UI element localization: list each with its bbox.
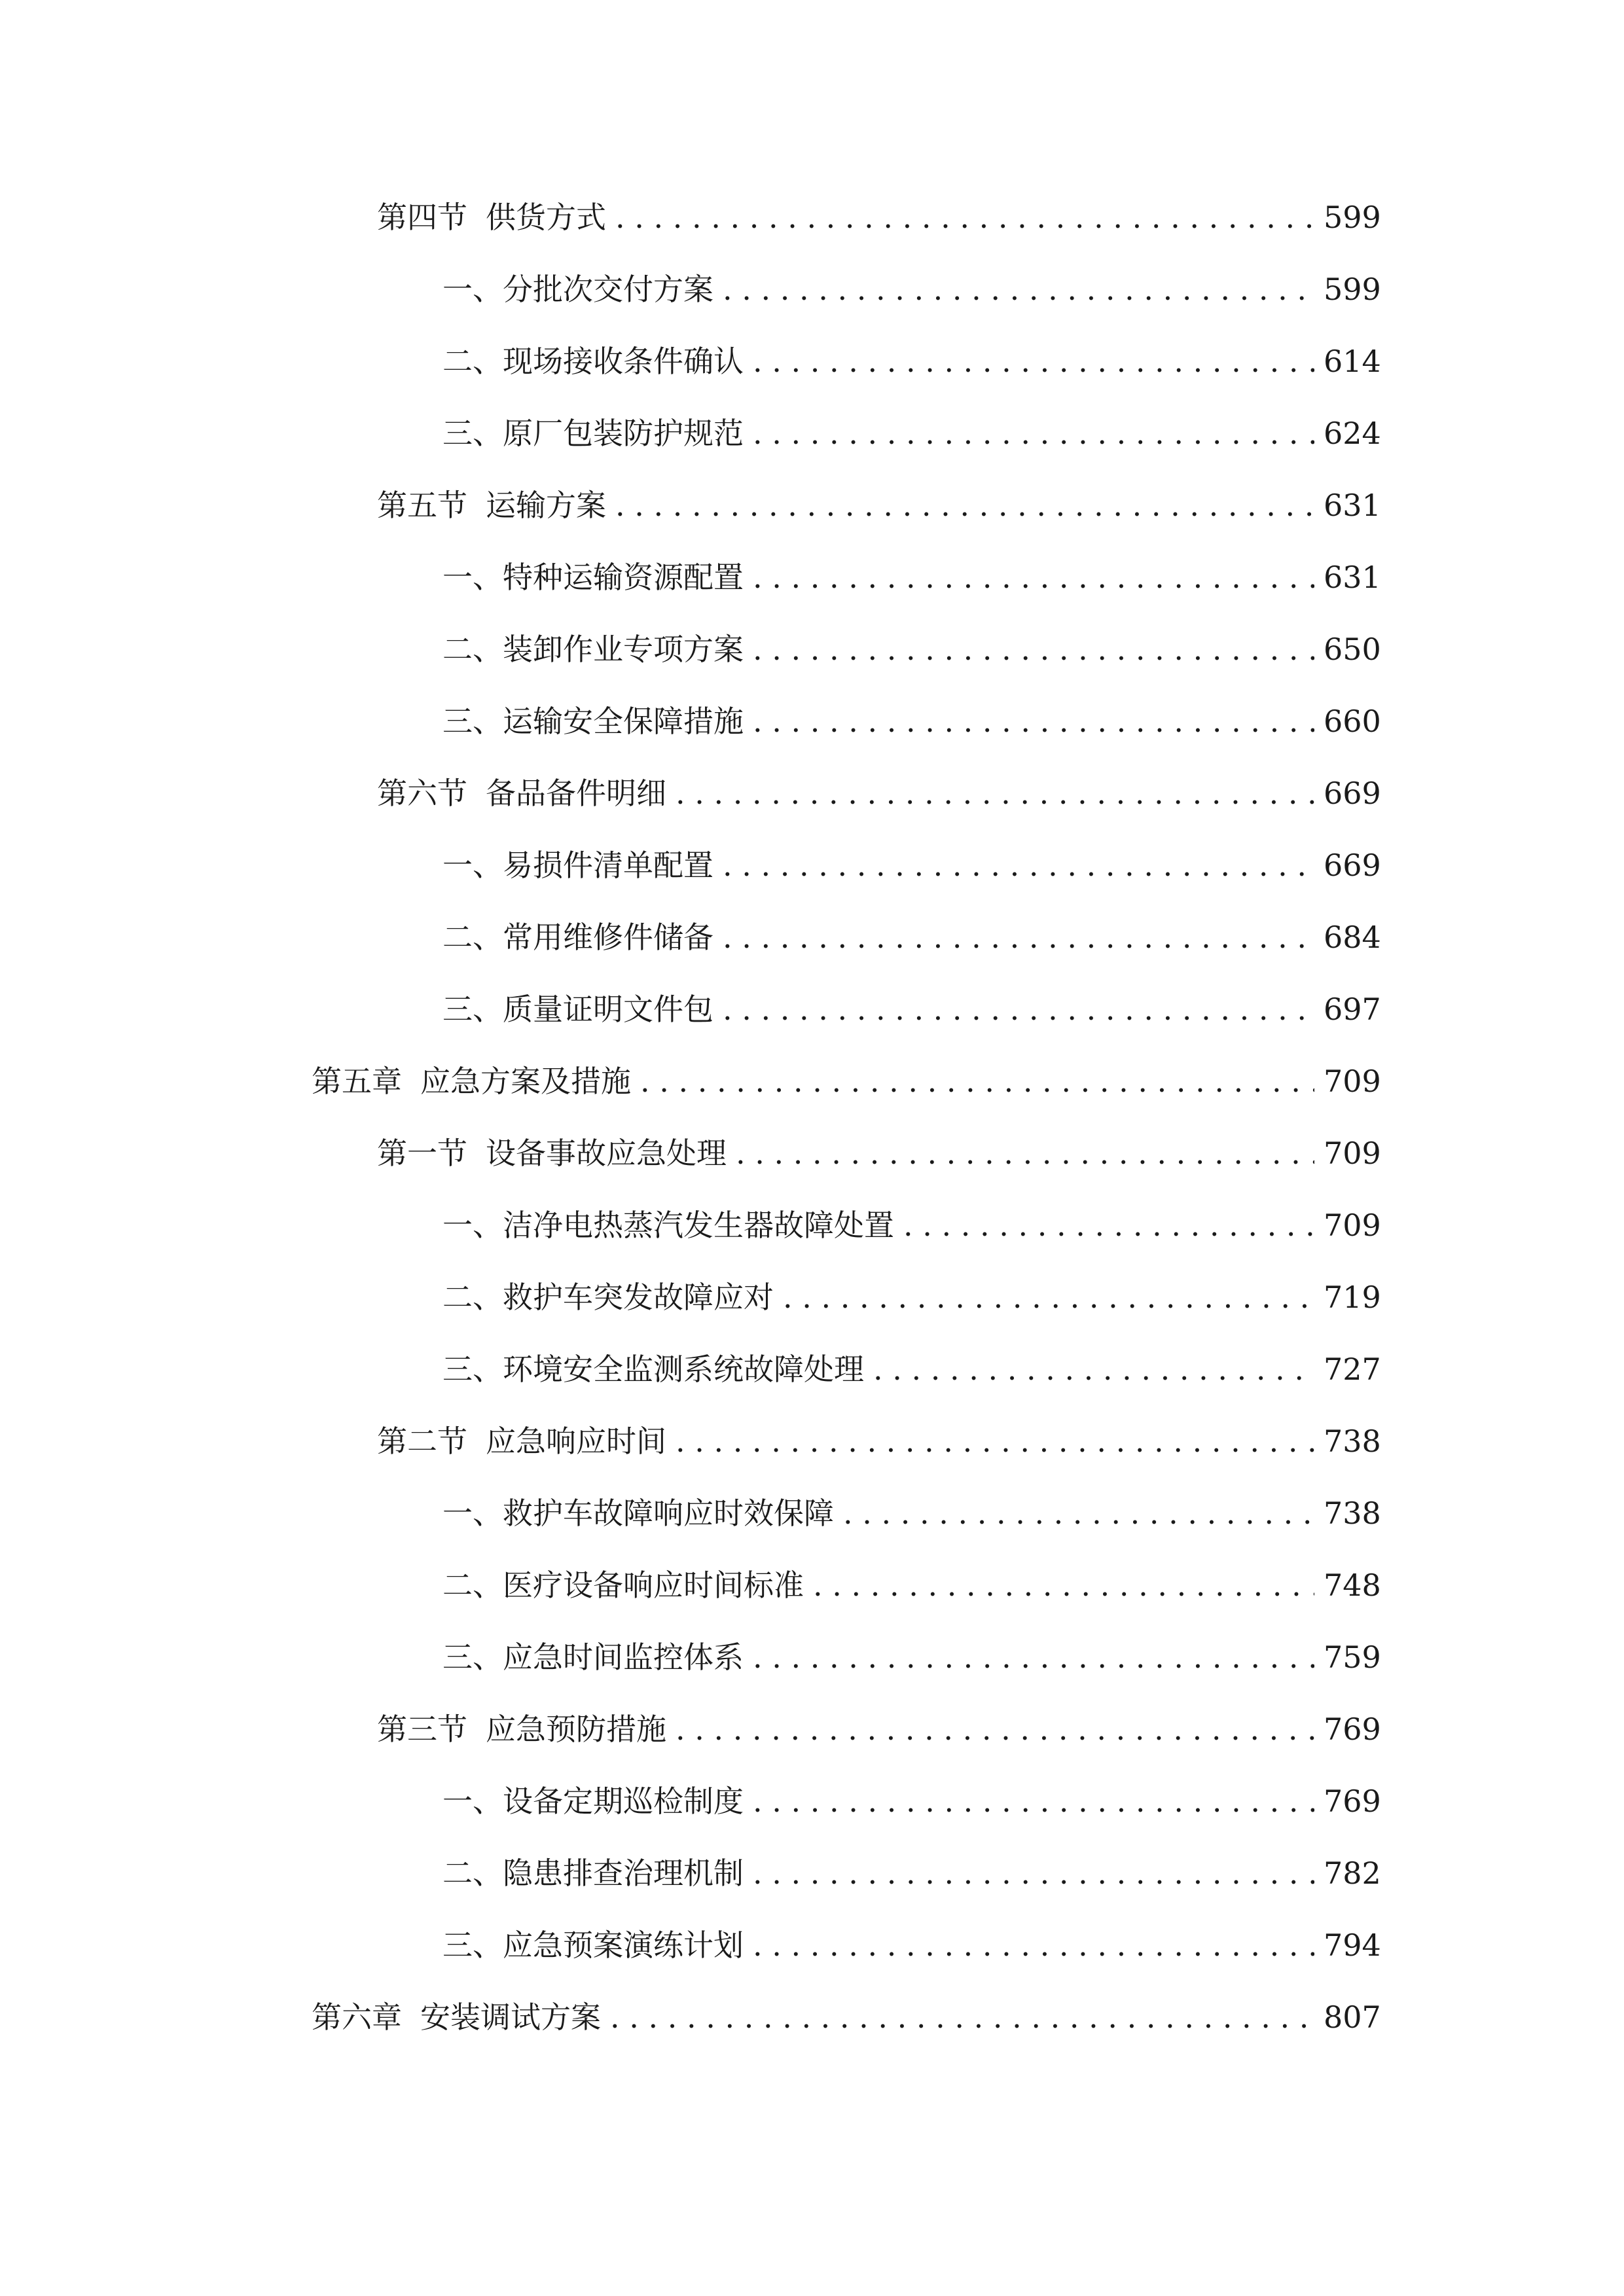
toc-entry[interactable] — [377, 767, 1379, 819]
page-number: 807 — [1324, 2000, 1381, 2035]
dot-leader — [873, 1343, 1314, 1395]
dot-leader — [753, 1919, 1314, 1971]
entry-number: 第二节 — [377, 1424, 467, 1459]
entry-number: 第五章 — [312, 1064, 402, 1099]
dot-leader — [640, 1055, 1314, 1107]
dot-leader — [723, 263, 1314, 315]
entry-title: 应急预防措施 — [486, 1712, 666, 1747]
entry-title: 应急响应时间 — [486, 1424, 666, 1459]
page-number: 631 — [1324, 560, 1381, 595]
entry-number: 三、 — [442, 1928, 503, 1963]
entry-title: 备品备件明细 — [486, 776, 666, 811]
page-number: 599 — [1324, 272, 1381, 307]
page-number: 709 — [1324, 1064, 1381, 1099]
entry-title: 常用维修件储备 — [503, 920, 713, 955]
page-number: 631 — [1324, 488, 1381, 523]
entry-title: 环境安全监测系统故障处理 — [503, 1352, 864, 1387]
entry-number: 第六章 — [312, 2000, 402, 2035]
entry-title: 设备事故应急处理 — [486, 1136, 727, 1171]
page-number: 650 — [1324, 632, 1381, 667]
entry-number: 三、 — [442, 1640, 503, 1675]
entry-number: 二、 — [442, 1568, 503, 1603]
toc-entry[interactable] — [442, 1919, 1379, 1971]
entry-title: 运输安全保障措施 — [503, 704, 744, 739]
entry-title: 质量证明文件包 — [503, 992, 713, 1027]
entry-number: 一、 — [442, 272, 503, 307]
dot-leader — [723, 911, 1314, 963]
toc-entry[interactable] — [442, 551, 1379, 603]
dot-leader — [676, 1703, 1314, 1755]
dot-leader — [676, 767, 1314, 819]
page-number: 624 — [1324, 416, 1381, 451]
entry-number: 一、 — [442, 1208, 503, 1243]
page-number: 669 — [1324, 776, 1381, 811]
entry-number: 一、 — [442, 560, 503, 595]
entry-title: 运输方案 — [486, 488, 606, 523]
toc-entry[interactable] — [442, 1559, 1379, 1611]
toc-entry[interactable] — [377, 1703, 1379, 1755]
entry-number: 二、 — [442, 632, 503, 667]
dot-leader — [615, 191, 1314, 243]
dot-leader — [753, 551, 1314, 603]
toc-entry[interactable] — [442, 1343, 1379, 1395]
entry-title: 洁净电热蒸汽发生器故障处置 — [503, 1208, 894, 1243]
toc-entry[interactable] — [442, 623, 1379, 675]
dot-leader — [610, 1991, 1314, 2043]
toc-entry[interactable] — [442, 1487, 1379, 1539]
entry-title: 安装调试方案 — [420, 2000, 601, 2035]
dot-leader — [753, 335, 1314, 387]
toc-entry[interactable] — [377, 191, 1379, 243]
entry-title: 设备定期巡检制度 — [503, 1784, 744, 1819]
toc-entry[interactable] — [377, 1127, 1379, 1179]
toc-entry[interactable] — [442, 911, 1379, 963]
entry-number: 第四节 — [377, 200, 467, 235]
dot-leader — [843, 1487, 1314, 1539]
entry-number: 三、 — [442, 992, 503, 1027]
entry-title: 应急预案演练计划 — [503, 1928, 744, 1963]
entry-title: 供货方式 — [486, 200, 606, 235]
page-number: 794 — [1324, 1928, 1381, 1963]
entry-title: 易损件清单配置 — [503, 848, 713, 883]
toc-entry[interactable] — [442, 839, 1379, 891]
page-number: 759 — [1324, 1640, 1381, 1675]
toc-entry[interactable] — [442, 1775, 1379, 1827]
entry-title: 救护车突发故障应对 — [503, 1280, 774, 1315]
entry-title: 装卸作业专项方案 — [503, 632, 744, 667]
toc-entry[interactable] — [377, 1415, 1379, 1467]
entry-title: 隐患排查治理机制 — [503, 1856, 744, 1891]
page-number: 738 — [1324, 1496, 1381, 1531]
page-number: 748 — [1324, 1568, 1381, 1603]
entry-title: 原厂包装防护规范 — [503, 416, 744, 451]
dot-leader — [903, 1199, 1314, 1251]
entry-number: 三、 — [442, 416, 503, 451]
page-number: 769 — [1324, 1712, 1381, 1747]
dot-leader — [753, 407, 1314, 459]
toc-entry[interactable] — [442, 983, 1379, 1035]
toc-entry[interactable] — [442, 263, 1379, 315]
page-number: 614 — [1324, 344, 1381, 379]
entry-number: 一、 — [442, 848, 503, 883]
toc-entry[interactable] — [442, 407, 1379, 459]
entry-number: 二、 — [442, 920, 503, 955]
dot-leader — [813, 1559, 1314, 1611]
entry-number: 三、 — [442, 1352, 503, 1387]
dot-leader — [753, 1631, 1314, 1683]
page-number: 684 — [1324, 920, 1381, 955]
dot-leader — [783, 1271, 1314, 1323]
entry-number: 第一节 — [377, 1136, 467, 1171]
entry-number: 第三节 — [377, 1712, 467, 1747]
page-number: 738 — [1324, 1424, 1381, 1459]
entry-number: 一、 — [442, 1496, 503, 1531]
toc-entry[interactable] — [442, 1271, 1379, 1323]
page-number: 599 — [1324, 200, 1381, 235]
page-number: 669 — [1324, 848, 1381, 883]
entry-number: 二、 — [442, 344, 503, 379]
page-number: 727 — [1324, 1352, 1381, 1387]
entry-title: 特种运输资源配置 — [503, 560, 744, 595]
page-number: 709 — [1324, 1208, 1381, 1243]
dot-leader — [615, 479, 1314, 531]
page-number: 697 — [1324, 992, 1381, 1027]
entry-title: 分批次交付方案 — [503, 272, 713, 307]
entry-number: 三、 — [442, 704, 503, 739]
dot-leader — [753, 623, 1314, 675]
page-number: 660 — [1324, 704, 1381, 739]
dot-leader — [723, 983, 1314, 1035]
toc-entry[interactable] — [312, 1055, 1379, 1107]
dot-leader — [736, 1127, 1314, 1179]
entry-number: 一、 — [442, 1784, 503, 1819]
page-number: 709 — [1324, 1136, 1381, 1171]
entry-title: 现场接收条件确认 — [503, 344, 744, 379]
dot-leader — [753, 1775, 1314, 1827]
entry-title: 医疗设备响应时间标准 — [503, 1568, 804, 1603]
toc-entry[interactable] — [377, 479, 1379, 531]
dot-leader — [723, 839, 1314, 891]
toc-entry[interactable] — [442, 1631, 1379, 1683]
toc-entry[interactable] — [442, 695, 1379, 747]
entry-number: 二、 — [442, 1280, 503, 1315]
dot-leader — [753, 695, 1314, 747]
toc-entry[interactable] — [442, 1199, 1379, 1251]
dot-leader — [753, 1847, 1314, 1899]
page-number: 769 — [1324, 1784, 1381, 1819]
entry-title: 应急方案及措施 — [420, 1064, 631, 1099]
toc-entry[interactable] — [442, 335, 1379, 387]
entry-title: 救护车故障响应时效保障 — [503, 1496, 834, 1531]
toc-entry[interactable] — [442, 1847, 1379, 1899]
page-number: 782 — [1324, 1856, 1381, 1891]
entry-number: 第五节 — [377, 488, 467, 523]
entry-title: 应急时间监控体系 — [503, 1640, 744, 1675]
dot-leader — [676, 1415, 1314, 1467]
entry-number: 二、 — [442, 1856, 503, 1891]
page-number: 719 — [1324, 1280, 1381, 1315]
entry-number: 第六节 — [377, 776, 467, 811]
toc-entry[interactable] — [312, 1991, 1379, 2043]
